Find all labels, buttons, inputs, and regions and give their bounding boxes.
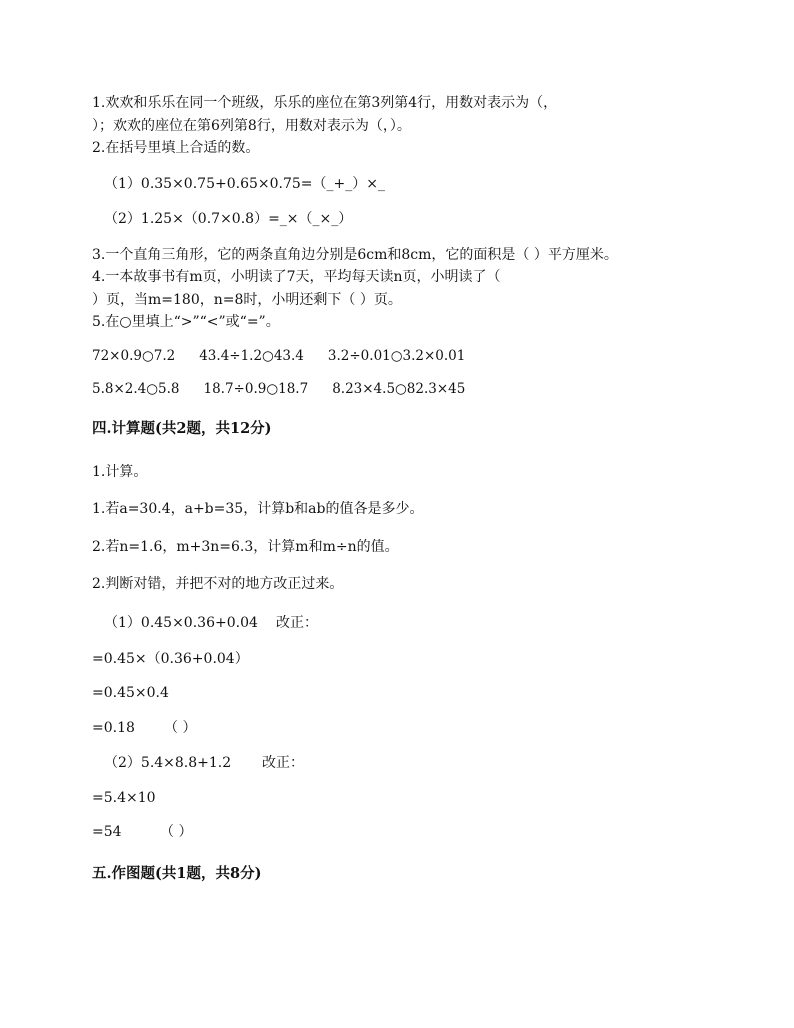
compare-row-1	[92, 347, 465, 365]
question-2-title: 2.在括号里填上合适的数。	[92, 140, 260, 156]
compare-row-2	[92, 380, 465, 398]
compare-item: 5.8×2.4○5.8	[92, 381, 180, 397]
judge-item-1-expression: （1）0.45×0.36+0.04	[104, 615, 258, 631]
judge-item-2-expression: （2）5.4×8.8+1.2	[104, 755, 232, 771]
compare-item: 8.23×4.5○82.3×45	[332, 381, 466, 397]
section-5-heading: 五.作图题(共1题，共8分)	[92, 865, 262, 882]
judge-item-1-step-2: =0.45×0.4	[92, 685, 169, 701]
compare-item: 3.2÷0.01○3.2×0.01	[327, 348, 466, 364]
compare-item: 18.7÷0.9○18.7	[203, 381, 309, 397]
judge-item-1-correction-label: 改正：	[276, 615, 318, 631]
judge-item-2-answer-blank[interactable]: （ ）	[160, 824, 193, 840]
section-4-heading: 四.计算题(共2题，共12分)	[92, 420, 272, 437]
question-1-line-2: ）；欢欢的座位在第6列第8行，用数对表示为（，）。	[92, 118, 411, 134]
question-2-item-1: （1）0.35×0.75+0.65×0.75=（_+_）×_	[104, 176, 385, 192]
question-4-line-2: ）页，当m=180，n=8时，小明还剩下（ ）页。	[92, 292, 402, 308]
judge-item-2-step-1: =5.4×10	[92, 790, 156, 806]
question-1-line-1: 1.欢欢和乐乐在同一个班级，乐乐的座位在第3列第4行，用数对表示为（，	[92, 95, 558, 111]
question-5-title: 5.在○里填上“>”“<”或“=”。	[92, 314, 280, 330]
calc-sub-question-1: 1.若a=30.4，a+b=35，计算b和ab的值各是多少。	[92, 501, 424, 517]
calc-question-title: 1.计算。	[92, 464, 148, 480]
compare-item: 72×0.9○7.2	[92, 348, 176, 364]
compare-item: 43.4÷1.2○43.4	[199, 348, 304, 364]
question-4-line-1: 4.一本故事书有m页，小明读了7天，平均每天读n页，小明读了（	[92, 269, 501, 285]
judge-item-1-answer-blank[interactable]: （ ）	[164, 720, 197, 736]
judge-item-1-step-1: =0.45×（0.36+0.04）	[92, 651, 249, 667]
question-3: 3.一个直角三角形，它的两条直角边分别是6cm和8cm，它的面积是（ ）平方厘米。	[92, 247, 618, 263]
question-2-item-2: （2）1.25×（0.7×0.8）=_×（_×_）	[104, 211, 353, 227]
judge-item-1-step-3: =0.18	[92, 720, 135, 736]
judge-question-title: 2.判断对错，并把不对的地方改正过来。	[92, 576, 344, 592]
judge-item-2-step-2: =54	[92, 824, 122, 840]
calc-sub-question-2: 2.若n=1.6，m+3n=6.3，计算m和m÷n的值。	[92, 539, 399, 555]
judge-item-2-correction-label: 改正：	[262, 755, 304, 771]
